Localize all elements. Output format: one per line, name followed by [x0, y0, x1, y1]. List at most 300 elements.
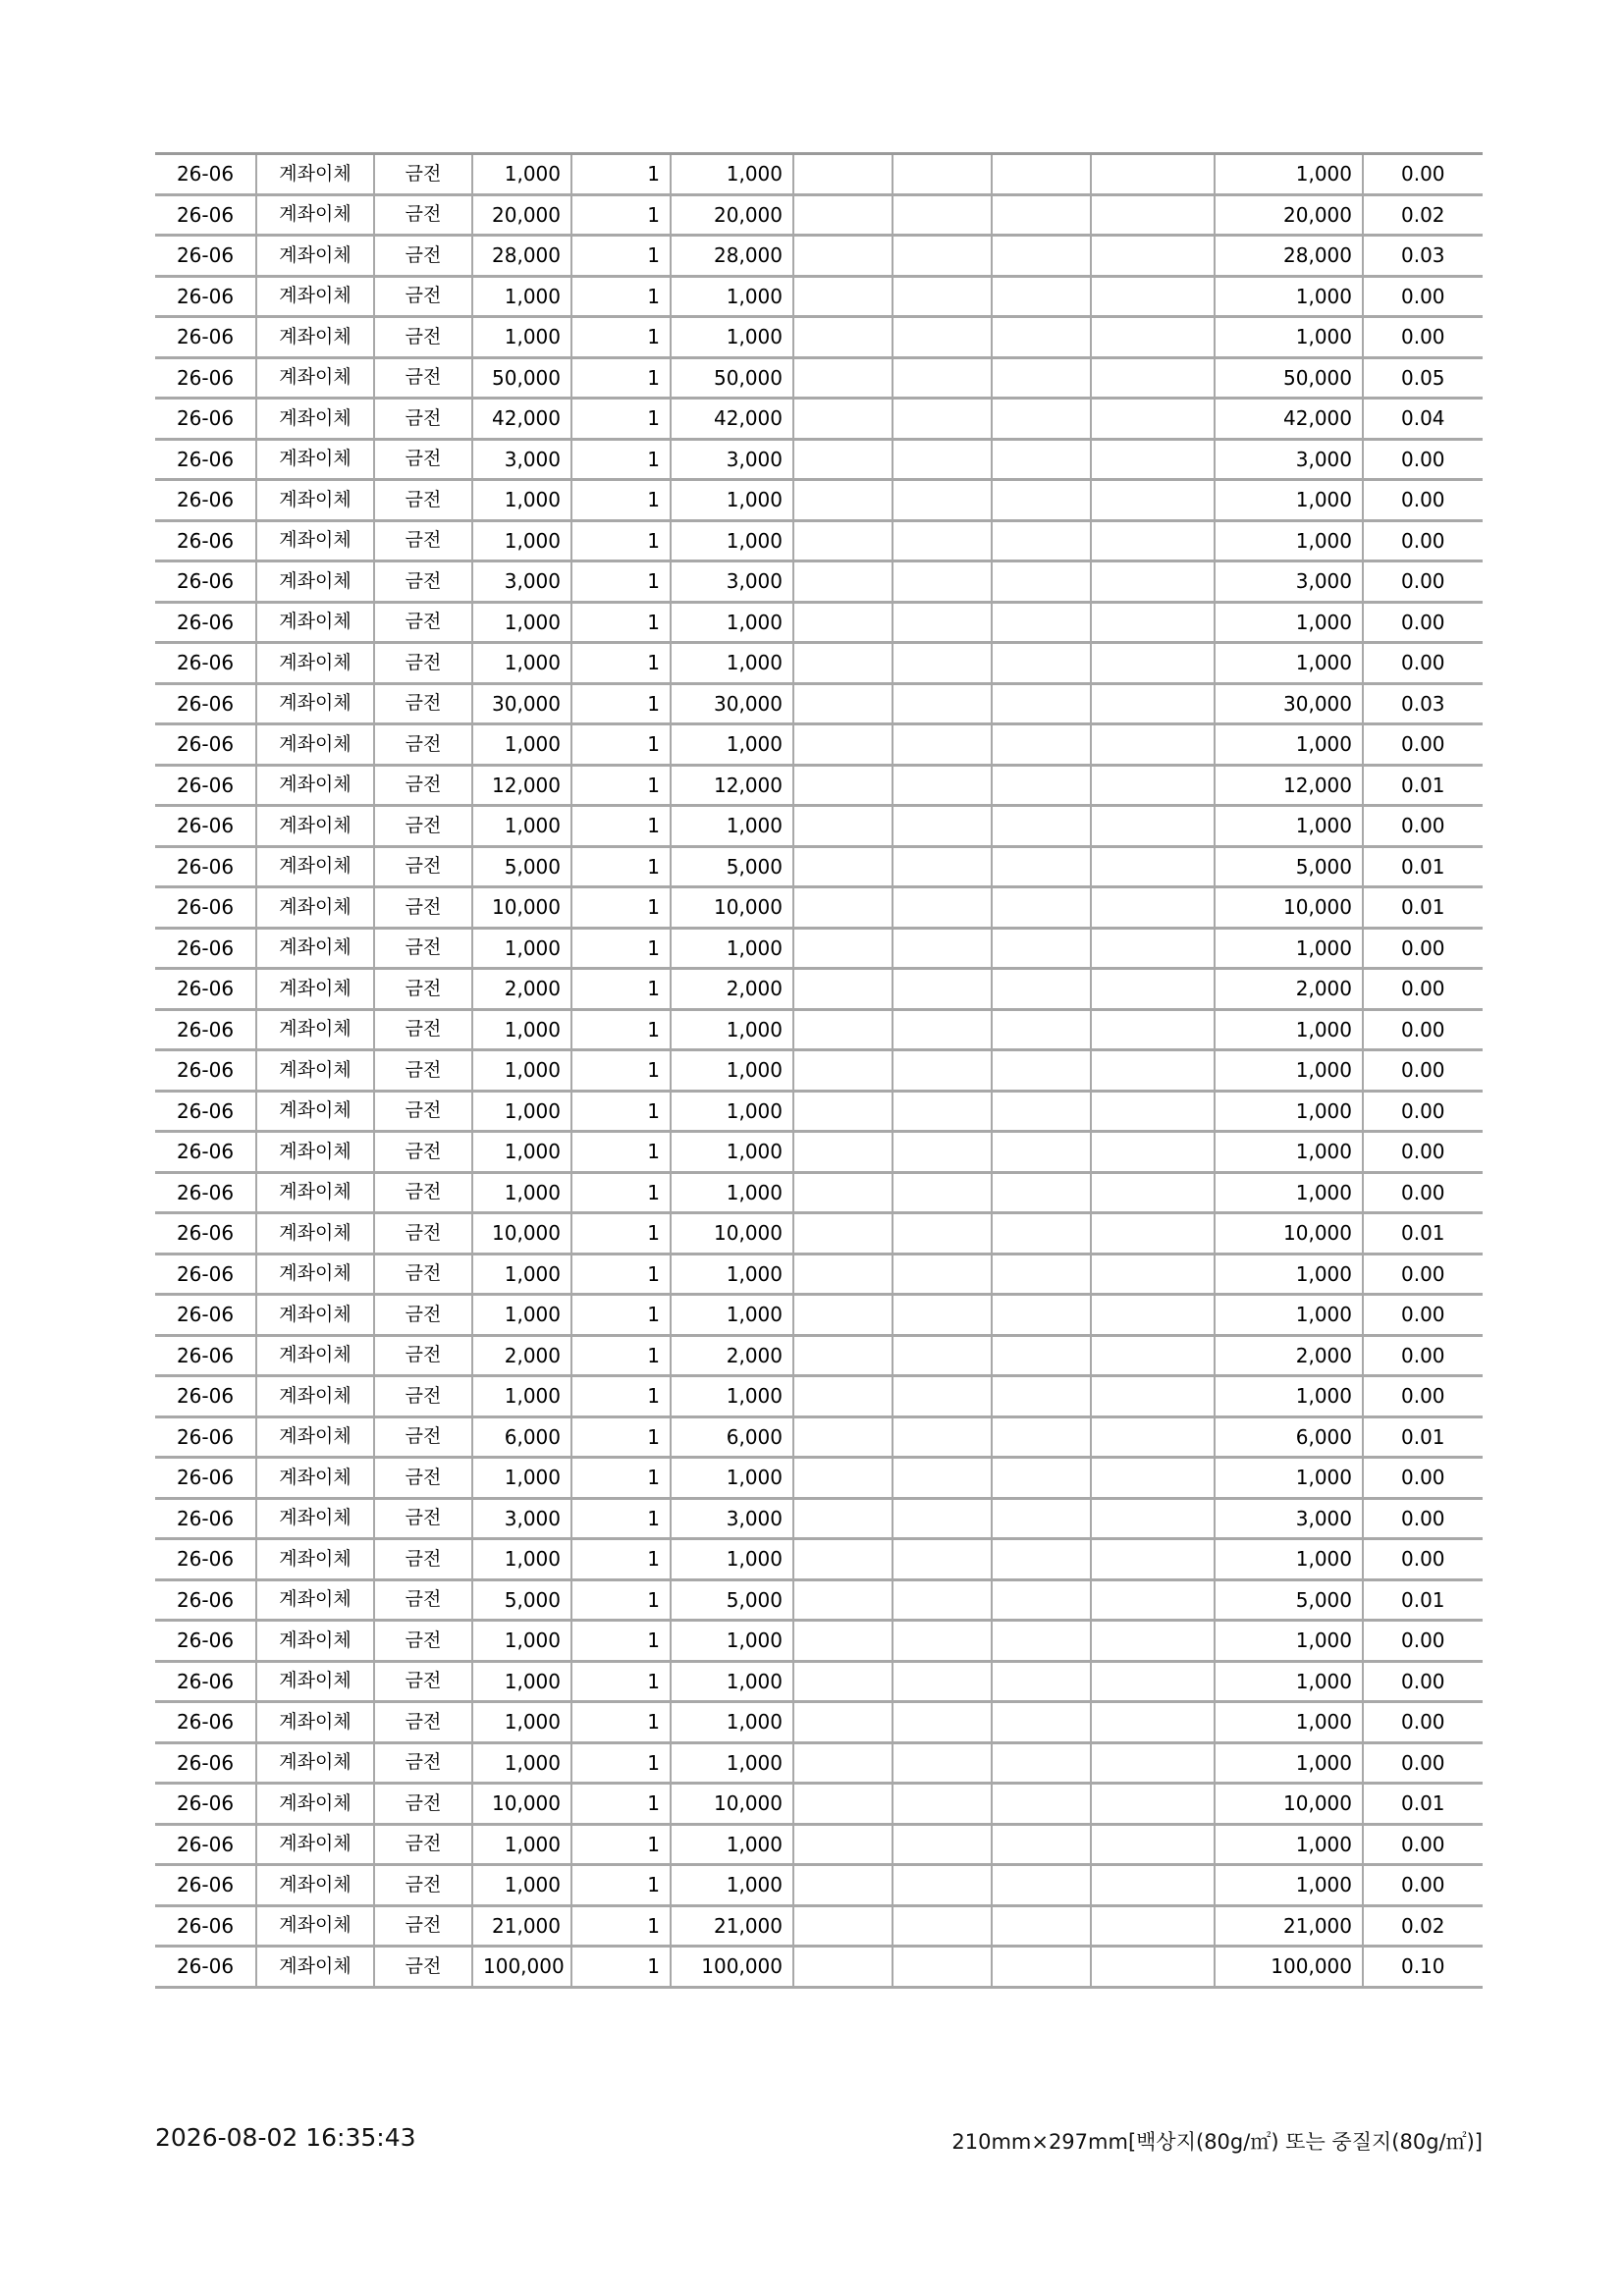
cell-amount: 5,000 — [671, 1579, 793, 1621]
cell-empty — [793, 683, 893, 724]
cell-empty — [793, 1498, 893, 1539]
cell-method: 계좌이체 — [256, 236, 374, 277]
cell-quantity: 1 — [571, 1824, 671, 1865]
cell-method: 계좌이체 — [256, 1050, 374, 1092]
cell-quantity: 1 — [571, 602, 671, 643]
cell-method: 계좌이체 — [256, 1702, 374, 1743]
cell-quantity: 1 — [571, 317, 671, 358]
cell-empty — [992, 1539, 1091, 1580]
cell-method: 계좌이체 — [256, 317, 374, 358]
table-row — [155, 724, 1483, 766]
cell-type: 금전 — [374, 1458, 472, 1499]
cell-unit-price: 1,000 — [472, 1824, 571, 1865]
cell-unit-price: 1,000 — [472, 806, 571, 847]
cell-unit-price: 12,000 — [472, 765, 571, 806]
table-row — [155, 928, 1483, 969]
cell-amount: 1,000 — [671, 1742, 793, 1784]
cell-quantity: 1 — [571, 357, 671, 399]
cell-period: 26-06 — [155, 276, 256, 317]
cell-method: 계좌이체 — [256, 1621, 374, 1662]
cell-unit-price: 1,000 — [472, 1539, 571, 1580]
cell-empty — [992, 357, 1091, 399]
cell-type: 금전 — [374, 1702, 472, 1743]
cell-type: 금전 — [374, 643, 472, 684]
cell-empty — [1091, 969, 1215, 1010]
cell-unit-price: 3,000 — [472, 561, 571, 603]
cell-empty — [1091, 1458, 1215, 1499]
cell-ratio: 0.10 — [1363, 1947, 1483, 1988]
table-row — [155, 357, 1483, 399]
cell-method: 계좌이체 — [256, 1865, 374, 1906]
cell-amount: 1,000 — [671, 1621, 793, 1662]
cell-amount: 1,000 — [671, 1009, 793, 1050]
cell-empty — [1091, 1865, 1215, 1906]
donation-ledger-table — [155, 152, 1483, 1989]
cell-amount: 1,000 — [671, 928, 793, 969]
cell-period: 26-06 — [155, 928, 256, 969]
cell-empty — [893, 1498, 992, 1539]
cell-empty — [1091, 154, 1215, 195]
cell-empty — [992, 1865, 1091, 1906]
cell-quantity: 1 — [571, 1416, 671, 1458]
cell-period: 26-06 — [155, 1416, 256, 1458]
cell-empty — [793, 602, 893, 643]
cell-empty — [793, 1539, 893, 1580]
cell-quantity: 1 — [571, 1661, 671, 1702]
cell-type: 금전 — [374, 1661, 472, 1702]
cell-empty — [793, 520, 893, 561]
cell-period: 26-06 — [155, 1172, 256, 1213]
cell-total: 3,000 — [1215, 561, 1363, 603]
cell-quantity: 1 — [571, 1865, 671, 1906]
cell-method: 계좌이체 — [256, 846, 374, 887]
cell-quantity: 1 — [571, 1621, 671, 1662]
cell-empty — [992, 1295, 1091, 1336]
cell-empty — [1091, 1702, 1215, 1743]
cell-empty — [992, 1213, 1091, 1255]
cell-empty — [992, 1824, 1091, 1865]
cell-unit-price: 5,000 — [472, 846, 571, 887]
cell-empty — [893, 1172, 992, 1213]
cell-quantity: 1 — [571, 1254, 671, 1295]
cell-type: 금전 — [374, 1009, 472, 1050]
cell-empty — [893, 480, 992, 521]
cell-period: 26-06 — [155, 1213, 256, 1255]
cell-amount: 3,000 — [671, 561, 793, 603]
cell-type: 금전 — [374, 1865, 472, 1906]
cell-empty — [893, 683, 992, 724]
cell-empty — [1091, 765, 1215, 806]
table-row — [155, 1947, 1483, 1988]
cell-method: 계좌이체 — [256, 1376, 374, 1417]
cell-empty — [1091, 1132, 1215, 1173]
cell-empty — [893, 1091, 992, 1132]
cell-quantity: 1 — [571, 806, 671, 847]
cell-method: 계좌이체 — [256, 154, 374, 195]
cell-empty — [1091, 1335, 1215, 1376]
cell-ratio: 0.00 — [1363, 1254, 1483, 1295]
cell-ratio: 0.00 — [1363, 154, 1483, 195]
cell-amount: 1,000 — [671, 643, 793, 684]
cell-type: 금전 — [374, 1824, 472, 1865]
cell-amount: 2,000 — [671, 1335, 793, 1376]
cell-ratio: 0.00 — [1363, 276, 1483, 317]
paper-spec: 210mm×297mm[백상지(80g/㎡) 또는 중질지(80g/㎡)] — [951, 2130, 1483, 2154]
cell-empty — [1091, 1376, 1215, 1417]
cell-ratio: 0.04 — [1363, 399, 1483, 440]
cell-method: 계좌이체 — [256, 1498, 374, 1539]
cell-empty — [893, 1254, 992, 1295]
cell-empty — [992, 928, 1091, 969]
cell-empty — [893, 520, 992, 561]
cell-method: 계좌이체 — [256, 765, 374, 806]
cell-unit-price: 1,000 — [472, 1050, 571, 1092]
cell-empty — [992, 1784, 1091, 1825]
cell-type: 금전 — [374, 1213, 472, 1255]
cell-method: 계좌이체 — [256, 1824, 374, 1865]
table-row — [155, 1498, 1483, 1539]
table-row — [155, 1539, 1483, 1580]
cell-amount: 100,000 — [671, 1947, 793, 1988]
cell-period: 26-06 — [155, 724, 256, 766]
cell-amount: 1,000 — [671, 1132, 793, 1173]
cell-type: 금전 — [374, 561, 472, 603]
cell-total: 21,000 — [1215, 1905, 1363, 1947]
cell-empty — [793, 1132, 893, 1173]
cell-quantity: 1 — [571, 724, 671, 766]
cell-empty — [793, 1742, 893, 1784]
cell-amount: 1,000 — [671, 154, 793, 195]
cell-empty — [793, 1661, 893, 1702]
cell-empty — [1091, 1784, 1215, 1825]
cell-empty — [1091, 846, 1215, 887]
cell-total: 5,000 — [1215, 1579, 1363, 1621]
cell-amount: 20,000 — [671, 194, 793, 236]
cell-empty — [893, 561, 992, 603]
cell-amount: 28,000 — [671, 236, 793, 277]
cell-empty — [793, 1865, 893, 1906]
cell-amount: 1,000 — [671, 520, 793, 561]
cell-ratio: 0.01 — [1363, 1213, 1483, 1255]
cell-ratio: 0.01 — [1363, 887, 1483, 929]
cell-empty — [992, 1376, 1091, 1417]
cell-empty — [992, 1661, 1091, 1702]
cell-empty — [992, 154, 1091, 195]
cell-period: 26-06 — [155, 154, 256, 195]
cell-empty — [992, 1050, 1091, 1092]
cell-total: 10,000 — [1215, 887, 1363, 929]
cell-empty — [1091, 1539, 1215, 1580]
cell-amount: 1,000 — [671, 602, 793, 643]
cell-empty — [893, 1579, 992, 1621]
cell-ratio: 0.00 — [1363, 1742, 1483, 1784]
cell-empty — [992, 439, 1091, 480]
cell-ratio: 0.00 — [1363, 439, 1483, 480]
cell-empty — [893, 1416, 992, 1458]
cell-unit-price: 42,000 — [472, 399, 571, 440]
cell-quantity: 1 — [571, 643, 671, 684]
cell-total: 1,000 — [1215, 643, 1363, 684]
cell-empty — [893, 276, 992, 317]
cell-empty — [1091, 1661, 1215, 1702]
cell-empty — [893, 1376, 992, 1417]
table-row — [155, 1416, 1483, 1458]
cell-empty — [992, 1498, 1091, 1539]
cell-type: 금전 — [374, 154, 472, 195]
cell-period: 26-06 — [155, 439, 256, 480]
cell-period: 26-06 — [155, 1947, 256, 1988]
cell-empty — [893, 357, 992, 399]
cell-empty — [793, 1172, 893, 1213]
cell-quantity: 1 — [571, 1905, 671, 1947]
cell-empty — [1091, 1009, 1215, 1050]
cell-period: 26-06 — [155, 1132, 256, 1173]
cell-ratio: 0.00 — [1363, 480, 1483, 521]
table-row — [155, 969, 1483, 1010]
cell-unit-price: 1,000 — [472, 724, 571, 766]
cell-method: 계좌이체 — [256, 602, 374, 643]
cell-empty — [992, 724, 1091, 766]
cell-ratio: 0.00 — [1363, 1050, 1483, 1092]
cell-empty — [992, 1947, 1091, 1988]
cell-type: 금전 — [374, 357, 472, 399]
cell-amount: 3,000 — [671, 439, 793, 480]
cell-total: 1,000 — [1215, 1172, 1363, 1213]
cell-amount: 1,000 — [671, 1824, 793, 1865]
cell-total: 3,000 — [1215, 439, 1363, 480]
cell-empty — [992, 317, 1091, 358]
cell-total: 1,000 — [1215, 1702, 1363, 1743]
cell-total: 1,000 — [1215, 317, 1363, 358]
cell-quantity: 1 — [571, 846, 671, 887]
cell-total: 30,000 — [1215, 683, 1363, 724]
table-row — [155, 1009, 1483, 1050]
cell-type: 금전 — [374, 1416, 472, 1458]
cell-empty — [793, 1416, 893, 1458]
cell-period: 26-06 — [155, 1865, 256, 1906]
cell-type: 금전 — [374, 1091, 472, 1132]
cell-period: 26-06 — [155, 1539, 256, 1580]
cell-period: 26-06 — [155, 806, 256, 847]
cell-amount: 1,000 — [671, 1091, 793, 1132]
cell-empty — [793, 194, 893, 236]
cell-total: 1,000 — [1215, 1132, 1363, 1173]
cell-period: 26-06 — [155, 561, 256, 603]
cell-period: 26-06 — [155, 1824, 256, 1865]
cell-empty — [1091, 520, 1215, 561]
table-row — [155, 1865, 1483, 1906]
cell-empty — [793, 1295, 893, 1336]
cell-empty — [793, 806, 893, 847]
cell-empty — [793, 643, 893, 684]
cell-empty — [1091, 1416, 1215, 1458]
cell-empty — [1091, 602, 1215, 643]
cell-unit-price: 1,000 — [472, 643, 571, 684]
table-row — [155, 887, 1483, 929]
cell-empty — [893, 806, 992, 847]
cell-quantity: 1 — [571, 1784, 671, 1825]
cell-type: 금전 — [374, 1621, 472, 1662]
cell-period: 26-06 — [155, 357, 256, 399]
cell-period: 26-06 — [155, 194, 256, 236]
cell-empty — [893, 1784, 992, 1825]
cell-method: 계좌이체 — [256, 480, 374, 521]
cell-empty — [893, 1009, 992, 1050]
cell-empty — [1091, 1621, 1215, 1662]
cell-empty — [1091, 276, 1215, 317]
cell-ratio: 0.01 — [1363, 1784, 1483, 1825]
cell-total: 1,000 — [1215, 1458, 1363, 1499]
cell-type: 금전 — [374, 765, 472, 806]
cell-quantity: 1 — [571, 928, 671, 969]
cell-period: 26-06 — [155, 1009, 256, 1050]
cell-ratio: 0.00 — [1363, 1376, 1483, 1417]
cell-type: 금전 — [374, 724, 472, 766]
cell-method: 계좌이체 — [256, 1784, 374, 1825]
cell-method: 계좌이체 — [256, 276, 374, 317]
cell-method: 계좌이체 — [256, 1295, 374, 1336]
cell-empty — [992, 969, 1091, 1010]
cell-empty — [992, 765, 1091, 806]
cell-period: 26-06 — [155, 1295, 256, 1336]
cell-type: 금전 — [374, 439, 472, 480]
cell-period: 26-06 — [155, 602, 256, 643]
cell-empty — [793, 317, 893, 358]
cell-method: 계좌이체 — [256, 724, 374, 766]
cell-empty — [893, 928, 992, 969]
cell-amount: 1,000 — [671, 806, 793, 847]
cell-ratio: 0.02 — [1363, 194, 1483, 236]
cell-empty — [992, 1905, 1091, 1947]
cell-type: 금전 — [374, 1539, 472, 1580]
cell-amount: 1,000 — [671, 1172, 793, 1213]
cell-period: 26-06 — [155, 1050, 256, 1092]
cell-method: 계좌이체 — [256, 194, 374, 236]
cell-method: 계좌이체 — [256, 1335, 374, 1376]
cell-ratio: 0.01 — [1363, 1416, 1483, 1458]
cell-total: 6,000 — [1215, 1416, 1363, 1458]
cell-method: 계좌이체 — [256, 1458, 374, 1499]
cell-total: 100,000 — [1215, 1947, 1363, 1988]
cell-period: 26-06 — [155, 683, 256, 724]
cell-ratio: 0.00 — [1363, 969, 1483, 1010]
cell-type: 금전 — [374, 1579, 472, 1621]
cell-amount: 1,000 — [671, 1376, 793, 1417]
cell-empty — [793, 1009, 893, 1050]
cell-empty — [1091, 1905, 1215, 1947]
cell-empty — [992, 276, 1091, 317]
cell-method: 계좌이체 — [256, 1009, 374, 1050]
cell-unit-price: 1,000 — [472, 480, 571, 521]
cell-empty — [992, 399, 1091, 440]
cell-quantity: 1 — [571, 1050, 671, 1092]
cell-total: 1,000 — [1215, 1254, 1363, 1295]
cell-empty — [793, 846, 893, 887]
cell-amount: 10,000 — [671, 887, 793, 929]
cell-period: 26-06 — [155, 1621, 256, 1662]
cell-unit-price: 10,000 — [472, 887, 571, 929]
cell-ratio: 0.01 — [1363, 1579, 1483, 1621]
cell-amount: 3,000 — [671, 1498, 793, 1539]
cell-empty — [1091, 236, 1215, 277]
table-row — [155, 1254, 1483, 1295]
cell-empty — [893, 969, 992, 1010]
table-row — [155, 806, 1483, 847]
cell-empty — [1091, 1824, 1215, 1865]
cell-empty — [793, 1905, 893, 1947]
cell-unit-price: 1,000 — [472, 1091, 571, 1132]
cell-unit-price: 1,000 — [472, 1172, 571, 1213]
cell-empty — [1091, 887, 1215, 929]
cell-empty — [1091, 1091, 1215, 1132]
cell-quantity: 1 — [571, 399, 671, 440]
cell-method: 계좌이체 — [256, 683, 374, 724]
cell-ratio: 0.00 — [1363, 520, 1483, 561]
cell-empty — [893, 1050, 992, 1092]
cell-amount: 5,000 — [671, 846, 793, 887]
cell-empty — [992, 236, 1091, 277]
cell-amount: 1,000 — [671, 1295, 793, 1336]
cell-total: 1,000 — [1215, 602, 1363, 643]
table-row — [155, 561, 1483, 603]
cell-period: 26-06 — [155, 317, 256, 358]
cell-unit-price: 1,000 — [472, 1661, 571, 1702]
cell-ratio: 0.02 — [1363, 1905, 1483, 1947]
print-timestamp: 2026-08-02 16:35:43 — [155, 2123, 416, 2152]
cell-quantity: 1 — [571, 194, 671, 236]
cell-unit-price: 100,000 — [472, 1947, 571, 1988]
cell-empty — [893, 1295, 992, 1336]
cell-ratio: 0.00 — [1363, 1539, 1483, 1580]
cell-quantity: 1 — [571, 154, 671, 195]
cell-method: 계좌이체 — [256, 520, 374, 561]
cell-empty — [893, 1661, 992, 1702]
cell-empty — [1091, 1172, 1215, 1213]
cell-period: 26-06 — [155, 1376, 256, 1417]
table-row — [155, 480, 1483, 521]
cell-ratio: 0.03 — [1363, 683, 1483, 724]
cell-unit-price: 1,000 — [472, 1254, 571, 1295]
cell-quantity: 1 — [571, 561, 671, 603]
table-row — [155, 1295, 1483, 1336]
cell-empty — [793, 276, 893, 317]
cell-type: 금전 — [374, 236, 472, 277]
cell-quantity: 1 — [571, 1947, 671, 1988]
table-row — [155, 1458, 1483, 1499]
cell-ratio: 0.00 — [1363, 1865, 1483, 1906]
cell-empty — [793, 480, 893, 521]
cell-empty — [793, 969, 893, 1010]
table-row — [155, 154, 1483, 195]
cell-total: 1,000 — [1215, 520, 1363, 561]
cell-amount: 1,000 — [671, 1458, 793, 1499]
cell-empty — [893, 724, 992, 766]
cell-amount: 10,000 — [671, 1784, 793, 1825]
cell-empty — [893, 399, 992, 440]
cell-empty — [992, 1458, 1091, 1499]
cell-empty — [793, 1091, 893, 1132]
cell-empty — [1091, 1742, 1215, 1784]
cell-ratio: 0.00 — [1363, 1335, 1483, 1376]
cell-unit-price: 1,000 — [472, 154, 571, 195]
cell-unit-price: 20,000 — [472, 194, 571, 236]
cell-empty — [1091, 1213, 1215, 1255]
cell-quantity: 1 — [571, 1458, 671, 1499]
cell-empty — [992, 1172, 1091, 1213]
cell-empty — [1091, 928, 1215, 969]
cell-empty — [793, 399, 893, 440]
cell-empty — [992, 1702, 1091, 1743]
